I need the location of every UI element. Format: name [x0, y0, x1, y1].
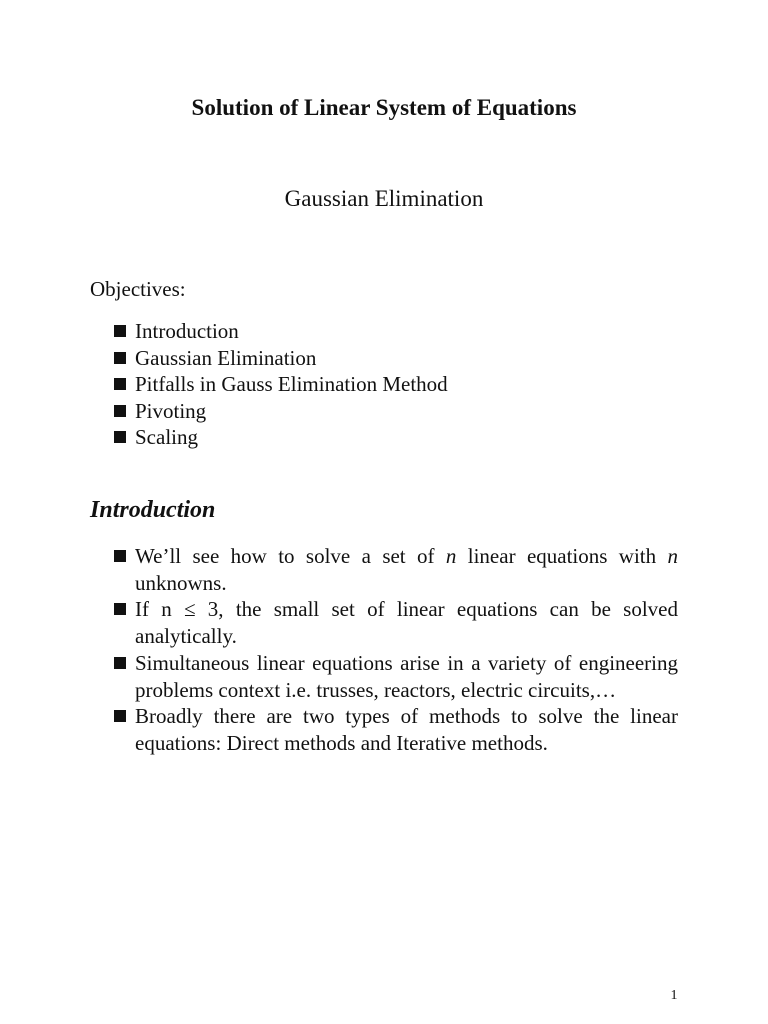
intro-point: [114, 703, 678, 756]
square-bullet-icon: [114, 603, 126, 615]
intro-text: Simultaneous linear equations arise in a variety of engineering problems context i.e. trusses, reactors, electric circuits,…: [135, 650, 678, 702]
square-bullet-icon: [114, 405, 126, 417]
square-bullet-icon: [114, 352, 126, 364]
intro-text: Broadly there are two types of methods to solve the linear equations: Direct methods and Iterative methods.: [135, 704, 678, 755]
square-bullet-icon: [114, 431, 126, 443]
objectives-label: Objectives:: [90, 277, 186, 301]
intro-text: unknowns.: [135, 570, 227, 595]
intro-point: [114, 543, 678, 596]
objective-item: [114, 318, 448, 345]
objective-item: [114, 345, 448, 372]
objective-text: Pitfalls in Gauss Elimination Method: [135, 372, 448, 397]
introduction-list: [114, 543, 678, 757]
variable-n: n: [445, 544, 457, 568]
intro-text: linear equations with: [456, 544, 668, 568]
objective-item: [114, 398, 448, 425]
page-number: 1: [670, 988, 678, 1003]
section-heading-introduction: Introduction: [90, 497, 216, 523]
intro-text: We’ll see how to solve a set of: [135, 544, 446, 568]
intro-point: [114, 650, 678, 703]
objective-text: Pivoting: [135, 398, 207, 423]
objective-text: Introduction: [135, 319, 239, 343]
intro-point: [114, 596, 678, 649]
intro-text: If n ≤ 3, the small set of linear equations can be solved analytically.: [135, 597, 678, 649]
square-bullet-icon: [114, 378, 126, 390]
document-subtitle: Gaussian Elimination: [284, 186, 484, 211]
square-bullet-icon: [114, 710, 126, 722]
square-bullet-icon: [114, 657, 126, 669]
objective-item: [114, 371, 448, 398]
document-title: Solution of Linear System of Equations: [191, 95, 577, 120]
objective-text: Scaling: [135, 425, 198, 450]
objective-item: [114, 424, 448, 451]
objective-text: Gaussian Elimination: [135, 345, 317, 370]
square-bullet-icon: [114, 550, 126, 562]
objectives-list: [114, 318, 448, 451]
variable-n: n: [667, 544, 679, 568]
square-bullet-icon: [114, 325, 126, 337]
